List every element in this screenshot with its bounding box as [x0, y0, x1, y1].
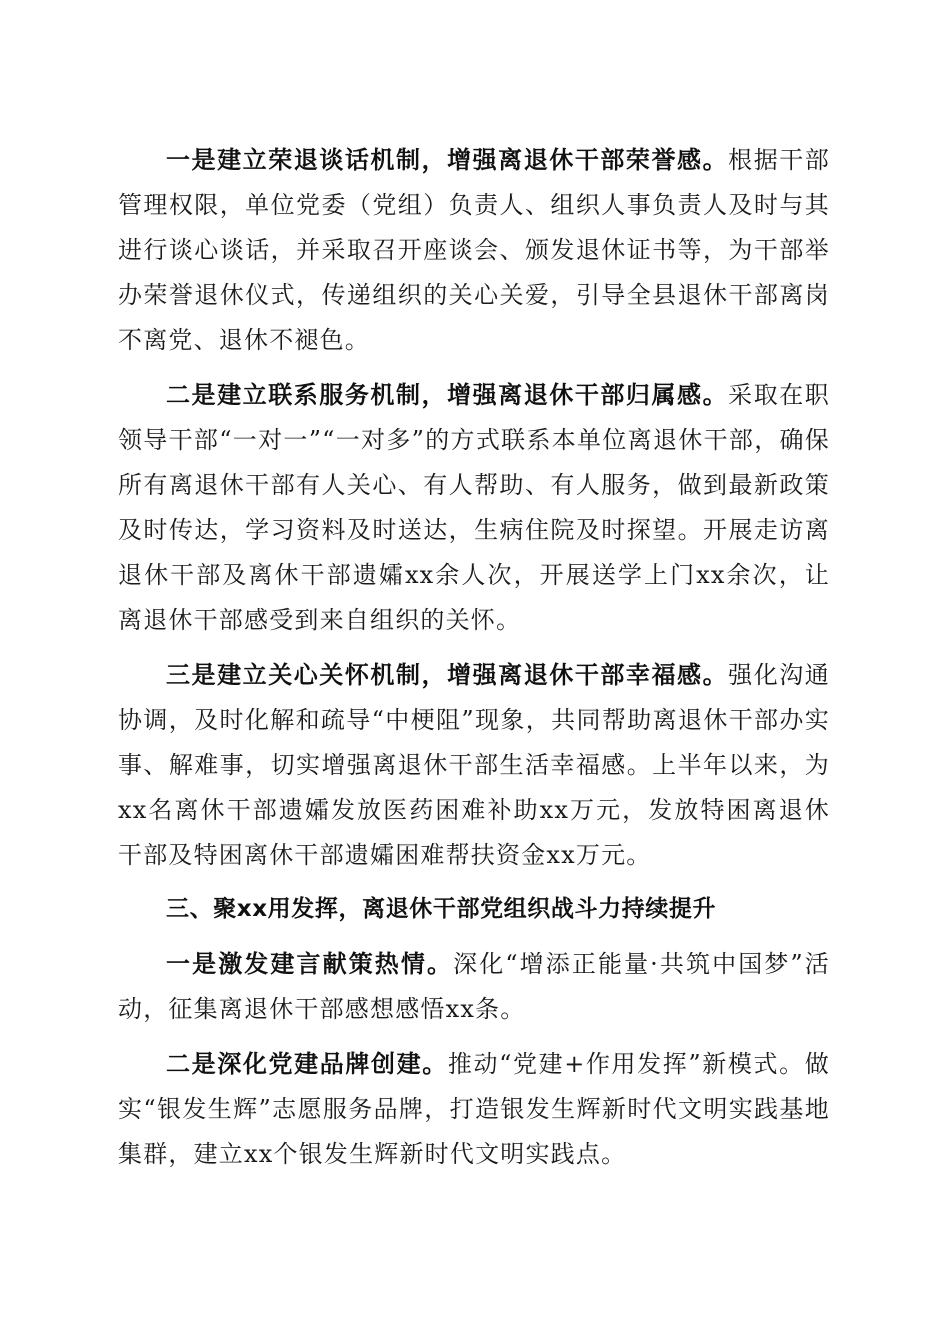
document-body	[118, 137, 830, 1177]
paragraph-advice-enthusiasm	[118, 941, 830, 1032]
paragraph-party-brand	[118, 1041, 830, 1177]
paragraph-text: 根据干部管理权限，单位党委（党组）负责人、组织人事负责人及时与其进行谈心谈话，并采取召开座谈会、颁发退休证书等，为干部举办荣誉退休仪式，传递组织的关心关爱，引导全县退休干部离岗不离党、退休不褪色。	[118, 146, 830, 354]
paragraph-text: 采取在职领导干部“一对一”“一对多”的方式联系本单位离退休干部，确保所有离退休干部有人关心、有人帮助、有人服务，做到最新政策及时传达，学习资料及时送达，生病住院及时探望。开展走访离退休干部及离休干部遗孀xx余人次，开展送学上门xx余次，让离退休干部感受到来自组织的关怀。	[118, 381, 830, 634]
paragraph-lead: 二是深化党建品牌创建。	[166, 1049, 448, 1078]
paragraph-lead: 一是激发建言献策热情。	[166, 949, 454, 978]
section-heading: 三、聚xx用发挥，离退休干部党组织战斗力持续提升	[166, 896, 717, 922]
paragraph-text: 深化“增添正能量·共筑中国梦”活动，征集离退休干部感想感悟xx条。	[118, 950, 830, 1023]
paragraph-text: 推动“党建+作用发挥”新模式。做实“银发生辉”志愿服务品牌，打造银发生辉新时代文明实践基地集群，建立xx个银发生辉新时代文明实践点。	[118, 1050, 830, 1168]
paragraph-text: 强化沟通协调，及时化解和疏导“中梗阻”现象，共同帮助离退休干部办实事、解难事，切实增强离退休干部生活幸福感。上半年以来，为xx名离休干部遗孀发放医药困难补助xx万元，发放特困离退休干部及特困离休干部遗孀困难帮扶资金xx万元。	[118, 661, 830, 869]
paragraph-lead: 一是建立荣退谈话机制，增强离退休干部荣誉感。	[166, 145, 729, 174]
paragraph-care-mechanism	[118, 652, 830, 878]
paragraph-lead: 二是建立联系服务机制，增强离退休干部归属感。	[166, 380, 729, 409]
paragraph-honor-retirement	[118, 137, 830, 363]
paragraph-contact-service	[118, 372, 830, 643]
paragraph-lead: 三是建立关心关怀机制，增强离退休干部幸福感。	[166, 660, 729, 689]
